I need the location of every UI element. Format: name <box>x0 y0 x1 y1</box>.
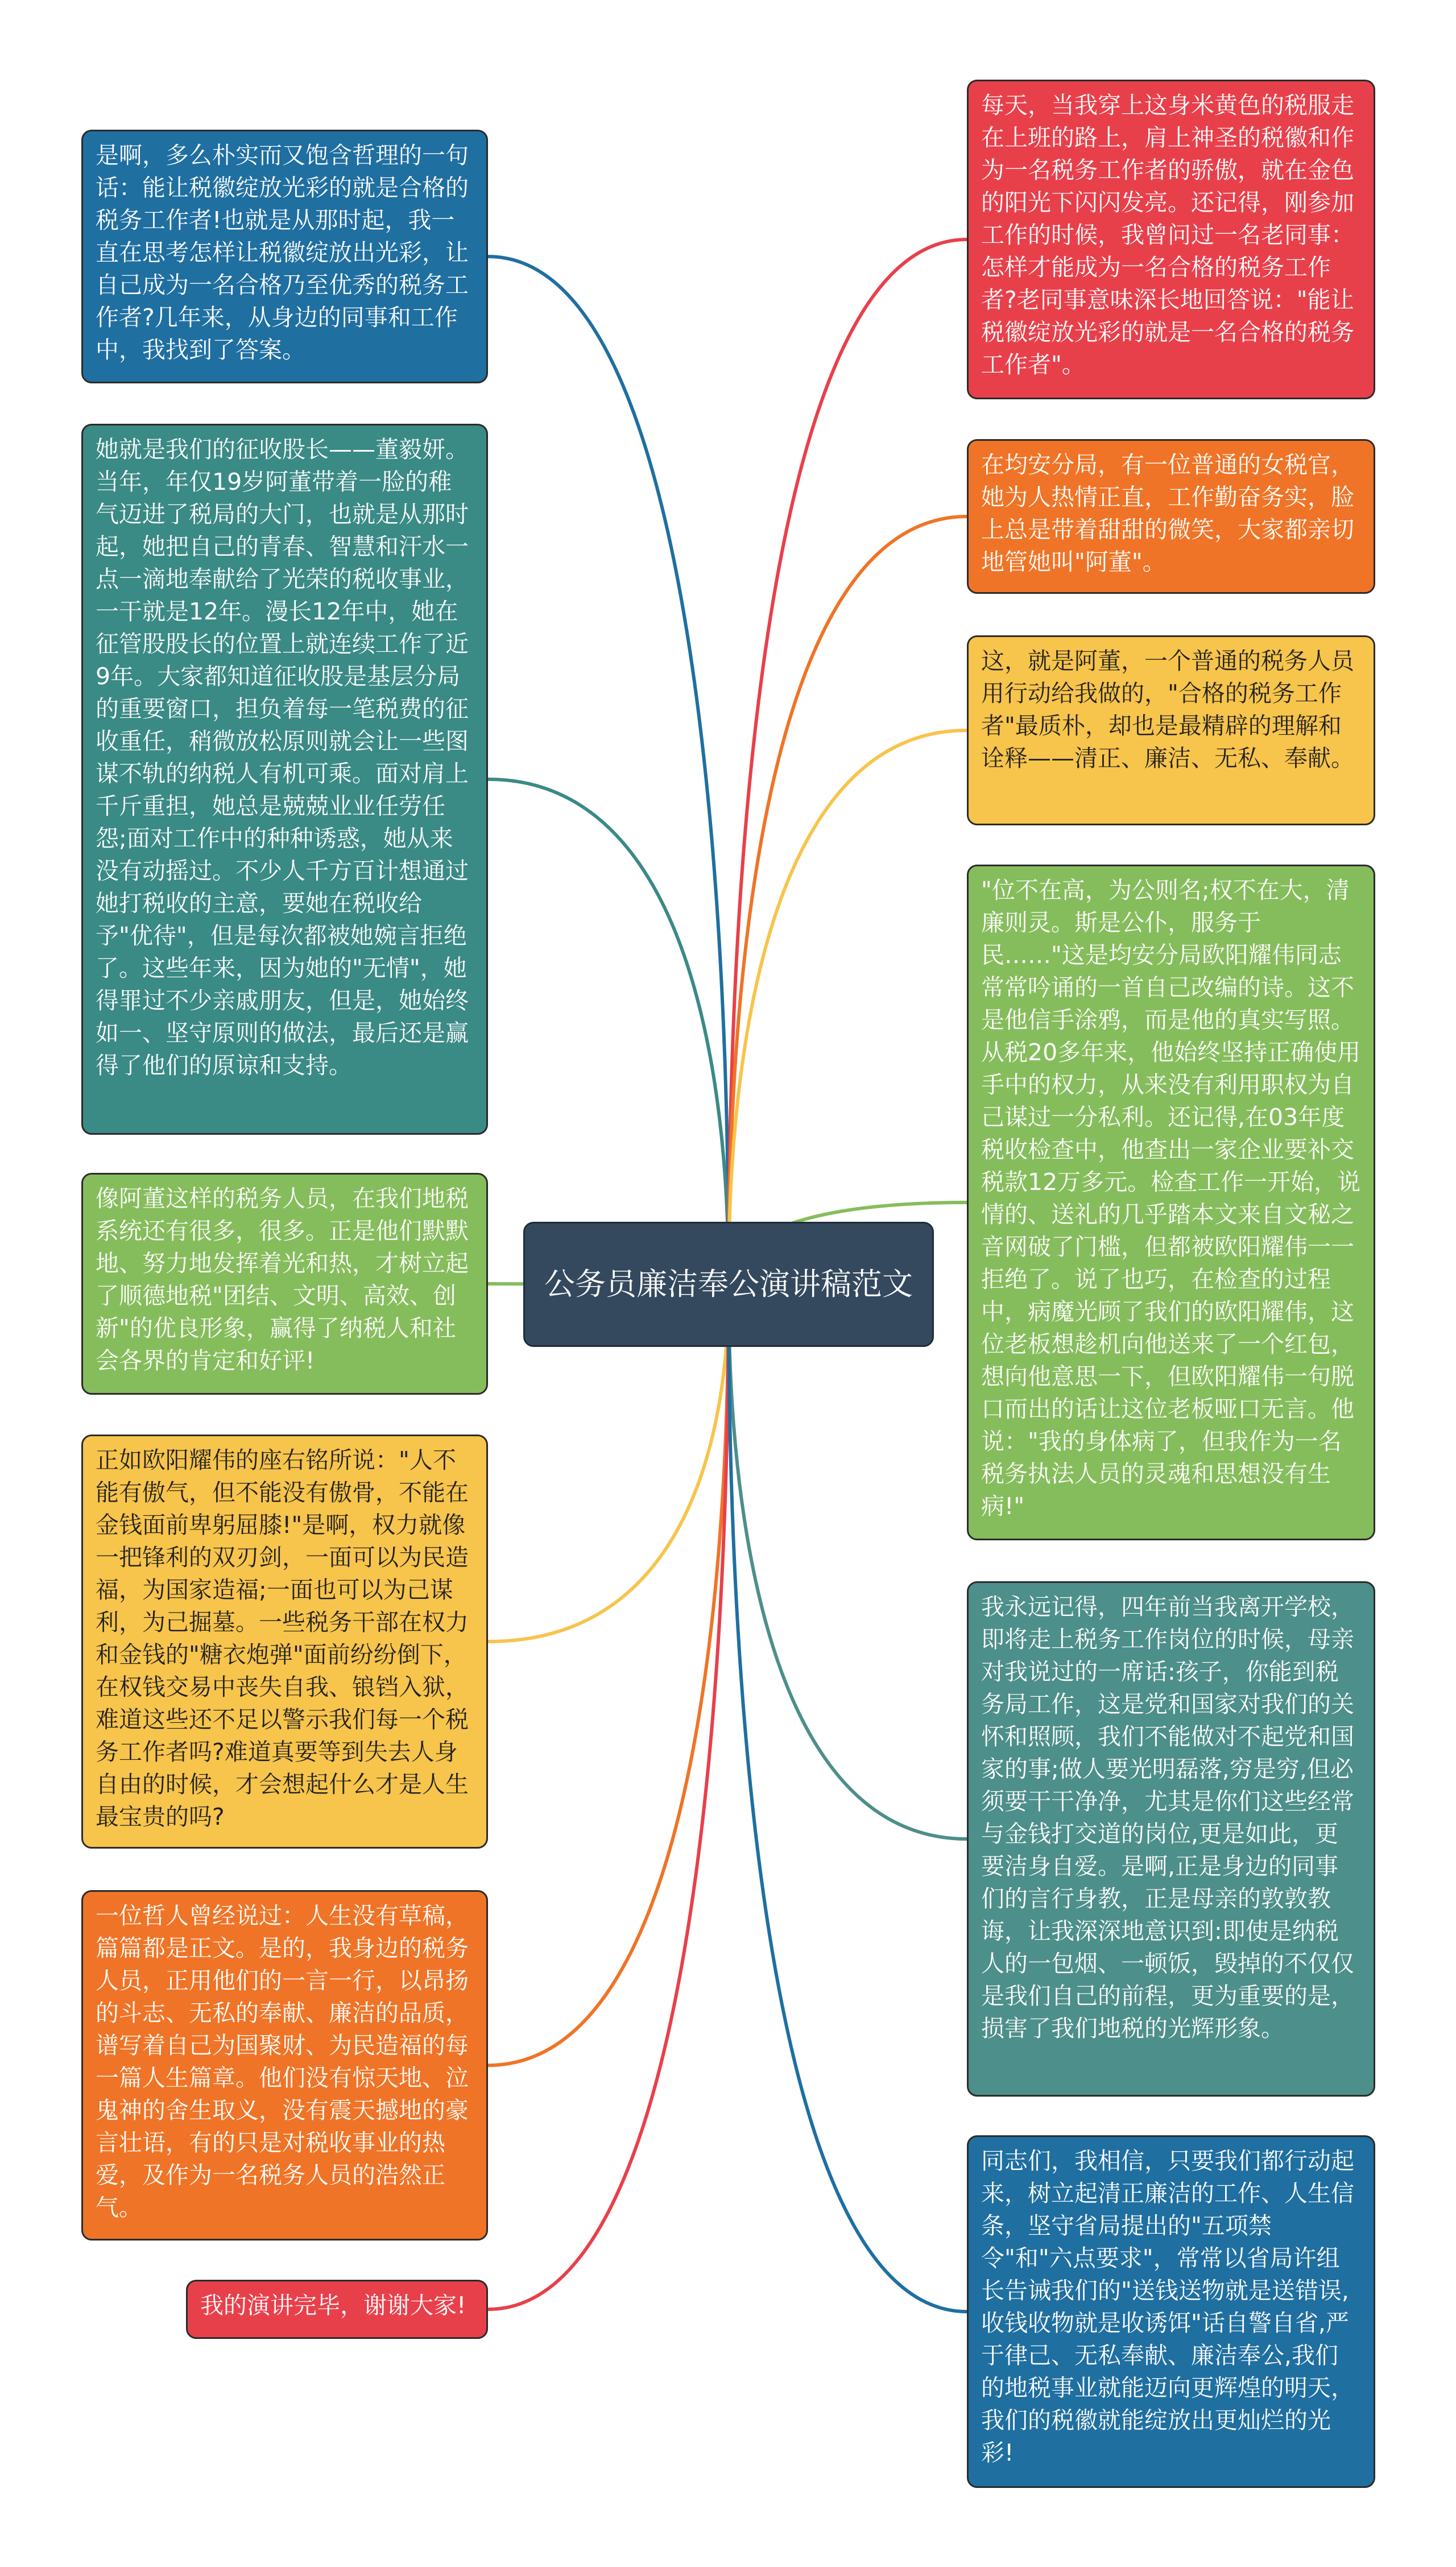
connector-l5 <box>488 1284 729 2065</box>
right-node-6[interactable] <box>967 2135 1375 2488</box>
left-node-4[interactable] <box>81 1435 488 1849</box>
left-node-3-text: 像阿董这样的税务人员，在我们地税系统还有很多，很多。正是他们默默地、努力地发挥着光和热，才树立起了顺德地税"团结、文明、高效、创新"的优良形象，赢得了纳税人和社会各界的肯定和好评! <box>96 1185 469 1374</box>
left-node-2[interactable] <box>81 424 488 1135</box>
left-node-3[interactable] <box>81 1173 488 1395</box>
connector-r2 <box>729 516 967 1284</box>
right-node-4[interactable] <box>967 865 1375 1540</box>
left-node-2-text: 她就是我们的征收股长——董毅妍。当年，年仅19岁阿董带着一脸的稚气迈进了税局的大门，也就是从那时起，她把自己的青春、智慧和汗水一点一滴地奉献给了光荣的税收事业，一干就是12年。漫长12年中，她在征管股股长的位置上就连续工作了近9年。大家都知道征收股是基层分局的重要窗口，担负着每一笔税费的征收重任，稍微放松原则就会让一些图谋不轨的纳税人有机可乘。面对肩上千斤重担，她总是兢兢业业任劳任怨;面对工作中的种种诱惑，她从来没有动摇过。不少人千方百计想通过她打税收的主意，要她在税收给予"优待"，但是每次都被她婉言拒绝了。这些年来，因为她的"无情"，她得罪过不少亲戚朋友，但是，她始终如一、坚守原则的做法，最后还是赢得了他们的原谅和支持。 <box>96 436 469 1079</box>
central-topic-label: 公务员廉洁奉公演讲稿范文 <box>544 1266 913 1302</box>
connector-l2 <box>488 779 729 1284</box>
left-node-1-text: 是啊，多么朴实而又饱含哲理的一句话：能让税徽绽放光彩的就是合格的税务工作者!也就是从那时起，我一直在思考怎样让税徽绽放出光彩，让自己成为一名合格乃至优秀的税务工作者?几年来，从身边的同事和工作中，我找到了答案。 <box>96 142 469 363</box>
right-node-5[interactable] <box>967 1581 1375 2097</box>
connector-r1 <box>729 239 967 1284</box>
right-node-4-text: "位不在高，为公则名;权不在大，清廉则灵。斯是公仆，服务于民……"这是均安分局欧阳耀伟同志常常吟诵的一首自己改编的诗。这不是他信手涂鸦，而是他的真实写照。从税20多年来，他始终坚持正确使用手中的权力，从来没有利用职权为自己谋过一分私利。还记得,在03年度税收检查中，他查出一家企业要补交税款12万多元。检查工作一开始，说情的、送礼的几乎踏本文来自文秘之音网破了门槛，但都被欧阳耀伟一一拒绝了。说了也巧，在检查的过程中，病魔光顾了我们的欧阳耀伟，这位老板想趁机向他送来了一个红包，想向他意思一下，但欧阳耀伟一句脱口而出的话让这位老板哑口无言。他说："我的身体病了，但我作为一名税务执法人员的灵魂和思想没有生病!" <box>981 877 1361 1520</box>
right-node-6-text: 同志们，我相信，只要我们都行动起来，树立起清正廉洁的工作、人生信条，坚守省局提出的"五项禁令"和"六点要求"，常常以省局许组长告诫我们的"送钱送物就是送错误,收钱收物就是收诱饵"话自警自省,严于律己、无私奉献、廉洁奉公,我们的地税事业就能迈向更辉煌的明天，我们的税徽就能绽放出更灿烂的光彩! <box>981 2147 1354 2466</box>
left-node-6[interactable] <box>186 2280 488 2339</box>
left-node-5-text: 一位哲人曾经说过：人生没有草稿，篇篇都是正文。是的，我身边的税务人员，正用他们的一言一行，以昂扬的斗志、无私的奉献、廉洁的品质，谱写着自己为国聚财、为民造福的每一篇人生篇章。他们没有惊天地、泣鬼神的舍生取义，没有震天撼地的豪言壮语，有的只是对税收事业的热爱，及作为一名税务人员的浩然正气。 <box>96 1902 469 2221</box>
right-node-1[interactable] <box>967 80 1375 399</box>
central-topic[interactable] <box>523 1222 934 1347</box>
connector-l1 <box>488 257 729 1284</box>
left-node-5[interactable] <box>81 1890 488 2241</box>
right-node-5-text: 我永远记得，四年前当我离开学校，即将走上税务工作岗位的时候，母亲对我说过的一席话:孩子，你能到税务局工作，这是党和国家对我们的关怀和照顾，我们不能做对不起党和国家的事;做人要光明磊落,穷是穷,但必须要干干净净，尤其是你们这些经常与金钱打交道的岗位,更是如此，更要洁身自爱。是啊,正是身边的同事们的言行身教，正是母亲的敦敦教诲，让我深深地意识到:即使是纳税人的一包烟、一顿饭，毁掉的不仅仅是我们自己的前程，更为重要的是，损害了我们地税的光辉形象。 <box>981 1593 1354 2042</box>
right-node-2-text: 在均安分局，有一位普通的女税官，她为人热情正直，工作勤奋务实，脸上总是带着甜甜的微笑，大家都亲切地管她叫"阿董"。 <box>981 451 1354 576</box>
connector-r5 <box>729 1284 967 1839</box>
left-node-4-text: 正如欧阳耀伟的座右铭所说："人不能有傲气，但不能没有傲骨，不能在金钱面前卑躬屈膝!"是啊，权力就像一把锋利的双刃剑，一面可以为民造福，为国家造福;一面也可以为己谋利，为己掘墓。一些税务干部在权力和金钱的"糖衣炮弹"面前纷纷倒下，在权钱交易中丧失自我、锒铛入狱，难道这些还不足以警示我们每一个税务工作者吗?难道真要等到失去人身自由的时候，才会想起什么才是人生最宝贵的吗? <box>96 1446 469 1830</box>
right-node-3[interactable] <box>967 635 1375 825</box>
right-node-2[interactable] <box>967 439 1375 594</box>
right-node-3-text: 这，就是阿董，一个普通的税务人员用行动给我做的，"合格的税务工作者"最质朴，却也是最精辟的理解和诠释——清正、廉洁、无私、奉献。 <box>981 647 1354 772</box>
connector-r3 <box>729 730 967 1284</box>
connector-l6 <box>488 1284 729 2309</box>
right-node-1-text: 每天，当我穿上这身米黄色的税服走在上班的路上，肩上神圣的税徽和作为一名税务工作者的骄傲，就在金色的阳光下闪闪发亮。还记得，刚参加工作的时候，我曾问过一名老同事：怎样才能成为一名合格的税务工作者?老同事意味深长地回答说："能让税徽绽放光彩的就是一名合格的税务工作者"。 <box>981 92 1354 378</box>
left-node-1[interactable] <box>81 130 488 383</box>
connector-r6 <box>729 1284 967 2312</box>
left-node-6-text: 我的演讲完毕，谢谢大家! <box>200 2292 466 2319</box>
